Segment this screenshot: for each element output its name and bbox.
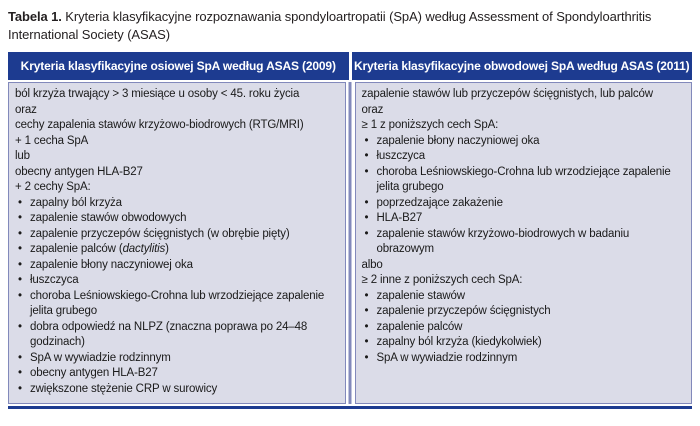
criteria-bullet-item <box>18 258 337 274</box>
table-header-row <box>8 52 692 80</box>
criteria-bullet-text: poprzedzające zakażenie <box>376 196 503 209</box>
bullet-icon: • <box>364 134 369 147</box>
criteria-line: albo <box>361 258 383 271</box>
bullet-icon: • <box>18 289 22 302</box>
criteria-line: ból krzyża trwający > 3 miesiące u osoby < 45. roku życia <box>15 88 300 100</box>
criteria-bullet-item <box>18 196 337 212</box>
bullet-icon: • <box>364 351 369 364</box>
criteria-bullet-item <box>365 149 684 165</box>
criteria-bullet-text: SpA w wywiadzie rodzinnym <box>376 351 518 364</box>
criteria-bullet-item <box>18 351 337 367</box>
criteria-line: + 2 cechy SpA: <box>15 181 91 193</box>
criteria-bullet-item <box>365 196 684 212</box>
criteria-line: zapalenie stawów lub przyczepów ścięgnistych, lub palców <box>361 88 653 100</box>
criteria-bullet-text: choroba Leśniowskiego-Crohna lub wrzodziejące zapalenie jelita grubego <box>30 289 325 317</box>
criteria-bullet-item <box>365 134 684 150</box>
criteria-line: ≥ 2 inne z poniższych cech SpA: <box>361 274 523 286</box>
criteria-bullet-text: łuszczyca <box>30 274 79 286</box>
bullet-icon: • <box>364 150 369 162</box>
criteria-bullet-item <box>365 227 684 258</box>
criteria-bullet-item <box>365 335 684 351</box>
criteria-bullet-item <box>18 242 337 258</box>
criteria-table <box>8 52 692 409</box>
criteria-bullet-item <box>18 320 337 351</box>
bullet-icon: • <box>364 227 369 240</box>
criteria-line: oraz <box>15 103 37 116</box>
criteria-line: obecny antygen HLA-B27 <box>15 165 143 178</box>
body-cell-peripheral-spa <box>355 82 693 404</box>
criteria-bullet-text: zapalny ból krzyża <box>30 196 122 209</box>
bullet-icon: • <box>18 367 22 379</box>
bullet-icon: • <box>18 351 22 364</box>
criteria-line: + 1 cecha SpA <box>15 134 89 147</box>
criteria-bullet-text: zapalenie stawów krzyżowo-biodrowych w badaniu obrazowym <box>376 227 630 255</box>
table-bottom-rule <box>8 406 692 409</box>
criteria-bullet-text: zapalny ból krzyża (kiedykolwiek) <box>376 336 542 348</box>
criteria-bullet-text: obecny antygen HLA-B27 <box>30 367 158 379</box>
criteria-bullet-text: łuszczyca <box>376 150 425 162</box>
criteria-bullet-text: zapalenie przyczepów ścięgnistych (w obrębie pięty) <box>30 227 290 240</box>
criteria-line: lub <box>15 150 30 162</box>
bullet-icon: • <box>364 196 369 209</box>
criteria-line: oraz <box>361 103 384 116</box>
criteria-bullet-text: SpA w wywiadzie rodzinnym <box>30 351 171 364</box>
criteria-bullet-text: zwiększone stężenie CRP w surowicy <box>30 382 218 395</box>
criteria-bullet-item <box>18 366 337 382</box>
criteria-bullet-text: choroba Leśniowskiego-Crohna lub wrzodziejące zapalenie jelita grubego <box>376 165 671 193</box>
criteria-bullet-item <box>18 227 337 243</box>
criteria-bullet-item <box>365 211 684 227</box>
criteria-bullet-item <box>18 382 337 398</box>
criteria-bullet-item <box>365 165 684 196</box>
bullet-icon: • <box>18 382 22 395</box>
table-caption <box>8 8 690 43</box>
header-cell-axial-spa: Kryteria klasyfikacyjne osiowej SpA według ASAS (2009) <box>8 52 349 80</box>
criteria-bullet-item <box>18 211 337 227</box>
criteria-bullet-text: zapalenie palców <box>376 320 463 333</box>
table-caption-label: Tabela 1. <box>8 9 62 24</box>
criteria-bullet-text: dobra odpowiedź na NLPZ (znaczna poprawa po 24–48 godzinach) <box>30 320 308 348</box>
bullet-icon: • <box>18 258 22 271</box>
criteria-bullet-text: zapalenie stawów <box>376 289 465 302</box>
criteria-bullet-text: HLA-B27 <box>376 212 423 224</box>
table-caption-text: Kryteria klasyfikacyjne rozpoznawania spondyloartropatii (SpA) według Assessment of Spondyloarthritis International Society (ASAS) <box>8 9 652 42</box>
page <box>0 8 700 409</box>
criteria-bullet-item <box>365 304 684 320</box>
criteria-line: ≥ 1 z poniższych cech SpA: <box>361 119 499 131</box>
bullet-icon: • <box>364 305 369 317</box>
bullet-icon: • <box>18 274 22 286</box>
criteria-bullet-item <box>365 320 684 336</box>
criteria-bullet-text: zapalenie przyczepów ścięgnistych <box>376 305 551 317</box>
bullet-icon: • <box>18 243 22 255</box>
bullet-icon: • <box>364 289 369 302</box>
column-divider <box>349 82 352 404</box>
criteria-line: cechy zapalenia stawów krzyżowo-biodrowych (RTG/MRI) <box>15 119 304 131</box>
bullet-icon: • <box>18 227 22 240</box>
table-body-row <box>8 82 692 404</box>
bullet-icon: • <box>364 212 369 224</box>
criteria-bullet-text: zapalenie błony naczyniowej oka <box>30 258 193 271</box>
bullet-icon: • <box>364 320 369 333</box>
body-cell-axial-spa <box>8 82 346 404</box>
criteria-bullet-item <box>18 273 337 289</box>
criteria-bullet-text: zapalenie błony naczyniowej oka <box>376 134 540 147</box>
bullet-icon: • <box>364 165 369 178</box>
bullet-icon: • <box>18 212 22 224</box>
bullet-icon: • <box>18 196 22 209</box>
criteria-bullet-item <box>18 289 337 320</box>
bullet-icon: • <box>364 336 369 348</box>
header-cell-peripheral-spa: Kryteria klasyfikacyjne obwodowej SpA według ASAS (2011) <box>352 52 693 80</box>
criteria-bullet-text: zapalenie palców (dactylitis) <box>30 243 169 255</box>
bullet-icon: • <box>18 320 22 333</box>
criteria-bullet-item <box>365 351 684 367</box>
criteria-bullet-item <box>365 289 684 305</box>
criteria-bullet-text: zapalenie stawów obwodowych <box>30 212 187 224</box>
